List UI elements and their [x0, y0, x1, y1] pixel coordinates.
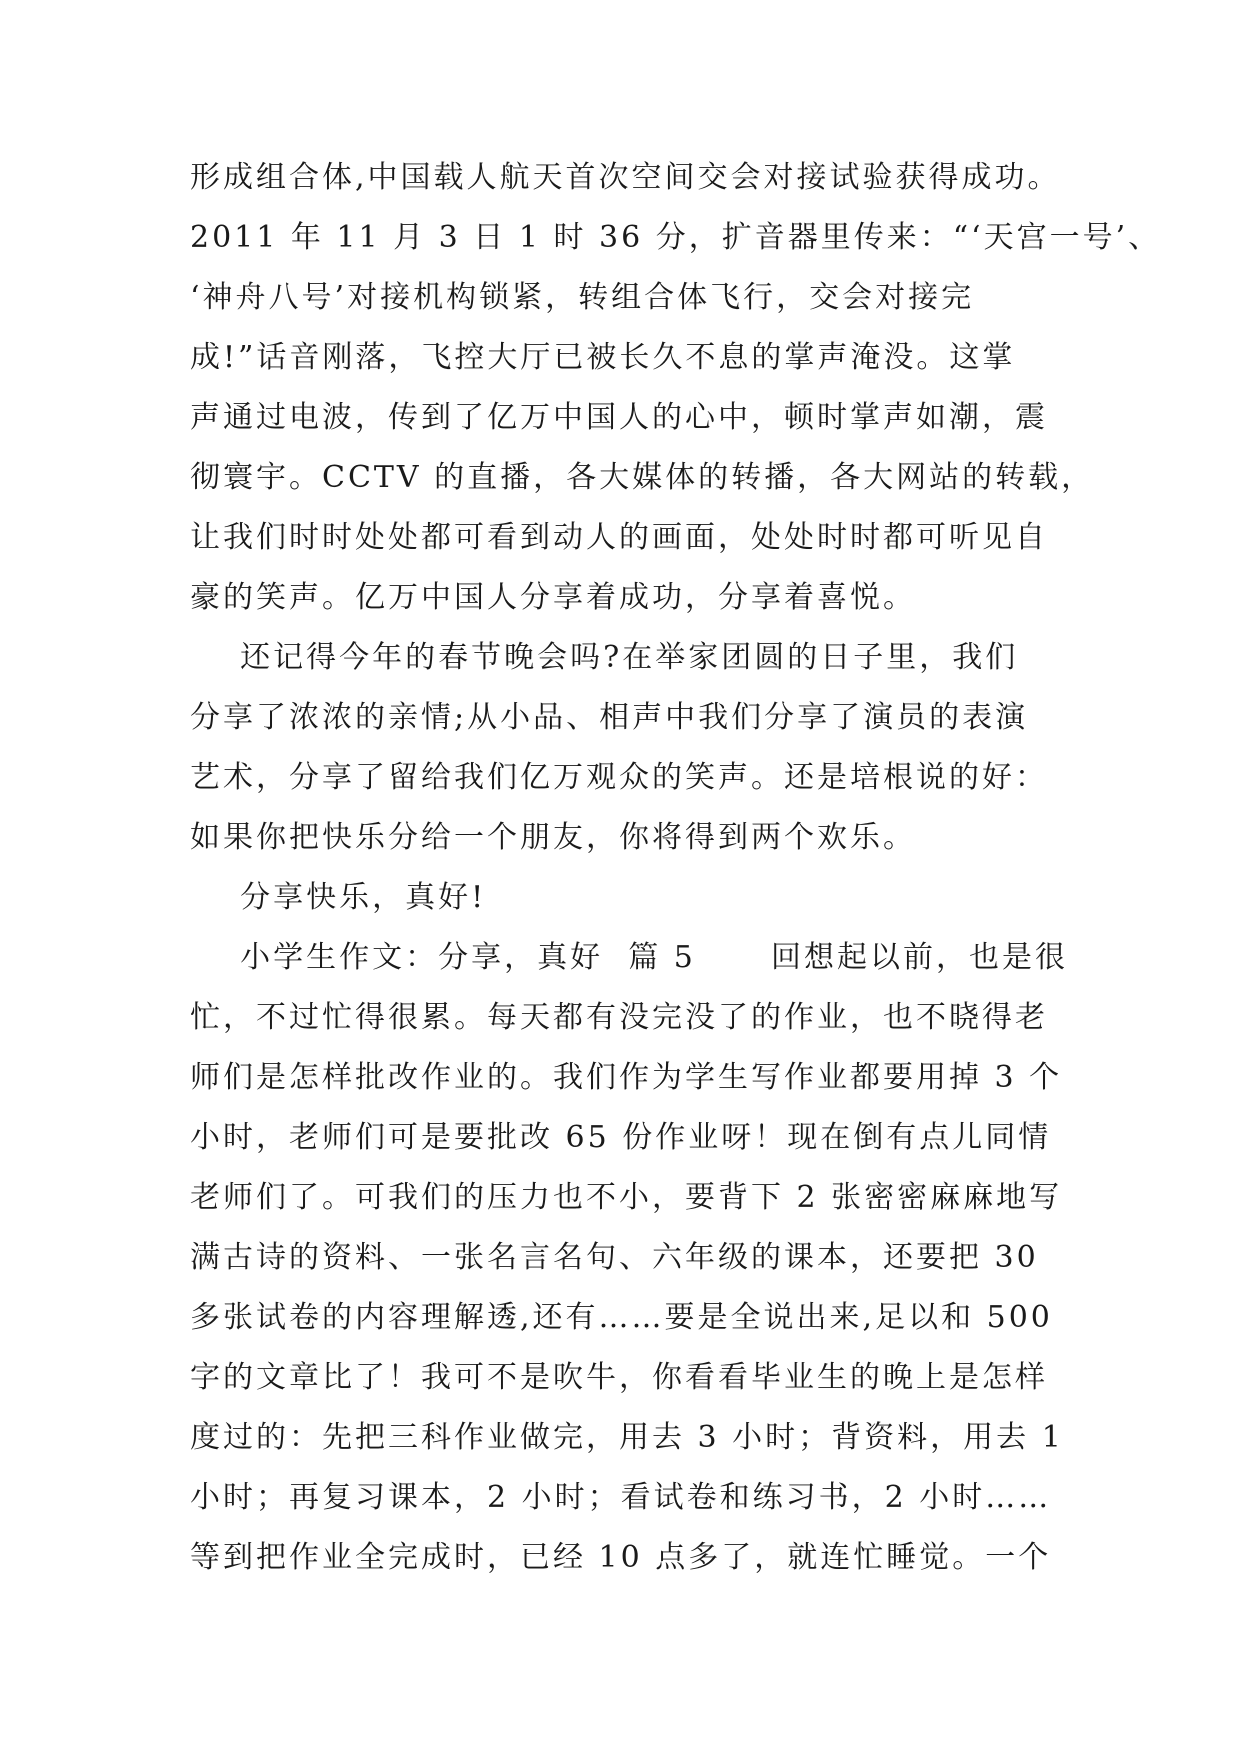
- text-line: 字的文章比了！我可不是吹牛，你看看毕业生的晚上是怎样: [190, 1360, 1048, 1395]
- text-line: ‘神舟八号’对接机构锁紧，转组合体飞行，交会对接完: [190, 280, 975, 315]
- text-line: 分享快乐，真好!: [190, 880, 487, 915]
- document-body: [190, 148, 1162, 1588]
- text-line: 师们是怎样批改作业的。我们作为学生写作业都要用掉 3 个: [190, 1060, 1063, 1095]
- text-line: 小时；再复习课本，2 小时；看试卷和练习书，2 小时……: [190, 1480, 1052, 1515]
- text-line: 2011 年 11 月 3 日 1 时 36 分，扩音器里传来：“‘天宫一号’、: [190, 220, 1162, 255]
- text-line: 满古诗的资料、一张名言名句、六年级的课本，还要把 30: [190, 1240, 1039, 1275]
- text-line: 小时，老师们可是要批改 65 份作业呀！现在倒有点儿同情: [190, 1120, 1052, 1155]
- text-line: 如果你把快乐分给一个朋友，你将得到两个欢乐。: [190, 820, 916, 855]
- text-line: 老师们了。可我们的压力也不小，要背下 2 张密密麻麻地写: [190, 1180, 1063, 1215]
- text-line: 成!”话音刚落，飞控大厅已被长久不息的掌声淹没。这掌: [190, 340, 1016, 375]
- text-line: 小学生作文：分享，真好 篇 5 回想起以前，也是很: [190, 940, 1069, 975]
- text-line: 豪的笑声。亿万中国人分享着成功，分享着喜悦。: [190, 580, 916, 615]
- text-line: 分享了浓浓的亲情;从小品、相声中我们分享了演员的表演: [190, 700, 1029, 735]
- text-line: 艺术，分享了留给我们亿万观众的笑声。还是培根说的好：: [190, 760, 1048, 795]
- text-line: 让我们时时处处都可看到动人的画面，处处时时都可听见自: [190, 520, 1048, 555]
- text-line: 还记得今年的春节晚会吗?在举家团圆的日子里，我们: [190, 640, 1019, 675]
- text-line: 忙，不过忙得很累。每天都有没完没了的作业，也不晓得老: [190, 1000, 1048, 1035]
- text-line: 彻寰宇。CCTV 的直播，各大媒体的转播，各大网站的转载，: [190, 460, 1095, 495]
- text-line: 多张试卷的内容理解透,还有……要是全说出来,足以和 500: [190, 1300, 1053, 1335]
- text-line: 度过的：先把三科作业做完，用去 3 小时；背资料，用去 1: [190, 1420, 1064, 1455]
- text-line: 等到把作业全完成时，已经 10 点多了，就连忙睡觉。一个: [190, 1540, 1052, 1575]
- text-line: 声通过电波，传到了亿万中国人的心中，顿时掌声如潮，震: [190, 400, 1048, 435]
- text-line: 形成组合体,中国载人航天首次空间交会对接试验获得成功。: [190, 160, 1061, 195]
